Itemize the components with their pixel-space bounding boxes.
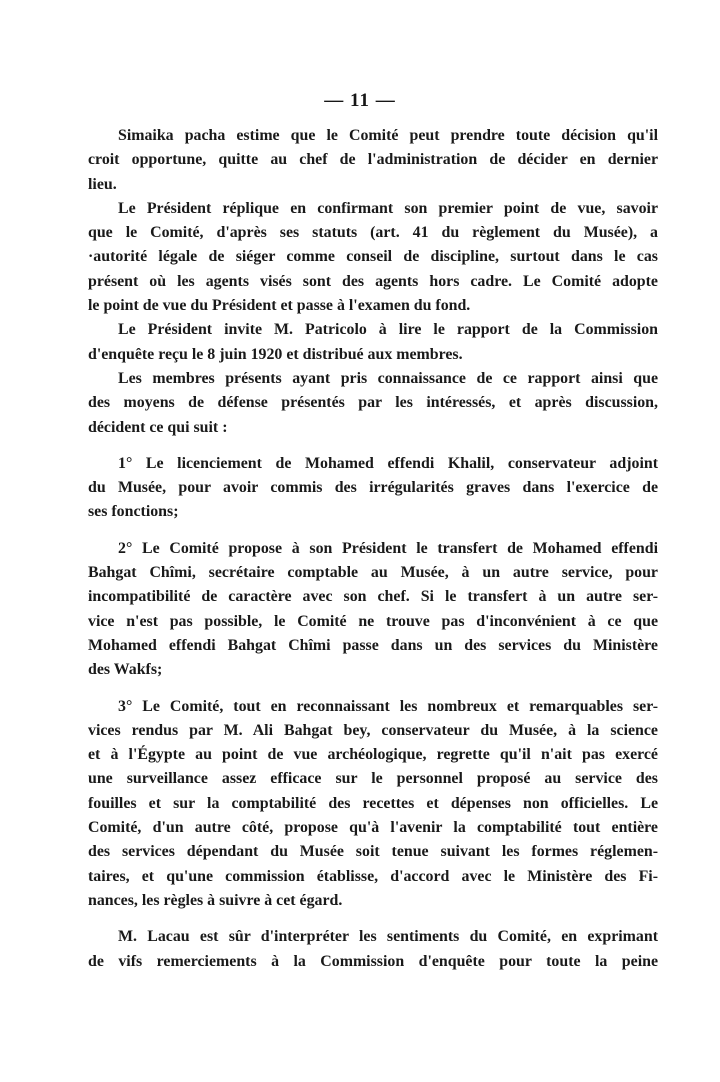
text-line: des services dépendant du Musée soit tenue suivant les formes réglemen- (88, 843, 658, 861)
text-line: taires, et qu'une commission établisse, d'accord avec le Ministère des Fi- (88, 867, 658, 885)
page-number-header: — 11 — (324, 90, 396, 111)
text-line: lieu. (88, 175, 117, 193)
text-line: 1° Le licenciement de Mohamed effendi Khalil, conservateur adjoint (118, 454, 658, 472)
paragraph (88, 367, 658, 440)
paragraph (88, 124, 658, 197)
text-line: ·autorité légale de siéger comme conseil de discipline, surtout dans le cas (88, 248, 658, 266)
text-line: incompatibilité de caractère avec son chef. Si le transfert à un autre ser- (88, 588, 658, 606)
paragraph (88, 318, 658, 367)
text-line: Bahgat Chîmi, secrétaire comptable au Musée, à un autre service, pour (88, 564, 658, 582)
text-line: que le Comité, d'après ses statuts (art. 41 du règlement du Musée), a (88, 224, 658, 242)
text-line: ses fonctions; (88, 503, 179, 521)
text-line: d'enquête reçu le 8 juin 1920 et distribué aux membres. (88, 345, 463, 363)
text-line: et à l'Égypte au point de vue archéologique, regrette qu'il n'ait pas exercé (88, 746, 658, 764)
text-line: Simaika pacha estime que le Comité peut prendre toute décision qu'il (118, 127, 658, 144)
text-line: vices rendus par M. Ali Bahgat bey, conservateur du Musée, à la science (88, 721, 658, 739)
text-line: 2° Le Comité propose à son Président le transfert de Mohamed effendi (118, 539, 658, 557)
text-line: 3° Le Comité, tout en reconnaissant les nombreux et remarquables ser- (118, 697, 658, 715)
paragraph (88, 197, 658, 318)
text-line: décident ce qui suit : (88, 418, 228, 436)
paragraph (88, 925, 658, 974)
text-line: nances, les règles à suivre à cet égard. (88, 891, 343, 909)
text-line: Le Président réplique en confirmant son premier point de vue, savoir (118, 199, 658, 217)
text-line: une surveillance assez efficace sur le personnel proposé au service des (88, 770, 658, 788)
text-block (88, 124, 658, 974)
text-line: Comité, d'un autre côté, propose qu'à l'avenir la comptabilité tout entière (88, 819, 658, 837)
text-line: Les membres présents ayant pris connaissance de ce rapport ainsi que (118, 369, 658, 387)
text-line: présent où les agents visés sont des agents hors cadre. Le Comité adopte (88, 272, 658, 290)
text-line: Le Président invite M. Patricolo à lire le rapport de la Commission (118, 321, 658, 339)
text-line: le point de vue du Président et passe à l'examen du fond. (88, 297, 471, 315)
text-line: fouilles et sur la comptabilité des recettes et dépenses non officielles. Le (88, 794, 658, 812)
paragraph (88, 695, 658, 914)
text-line: croit opportune, quitte au chef de l'administration de décider en dernier (88, 151, 658, 169)
text-line: vice n'est pas possible, le Comité ne trouve pas d'inconvénient à ce que (88, 612, 658, 630)
text-line: M. Lacau est sûr d'interpréter les sentiments du Comité, en exprimant (118, 928, 658, 946)
text-line: Mohamed effendi Bahgat Chîmi passe dans un des services du Ministère (88, 636, 658, 654)
text-line: de vifs remerciements à la Commission d'enquête pour toute la peine (88, 952, 658, 970)
text-line: des moyens de défense présentés par les intéressés, et après discussion, (88, 394, 658, 412)
paragraph (88, 537, 658, 683)
text-line: du Musée, pour avoir commis des irrégularités graves dans l'exercice de (88, 479, 658, 497)
paragraph (88, 452, 658, 525)
text-line: des Wakfs; (88, 661, 163, 679)
